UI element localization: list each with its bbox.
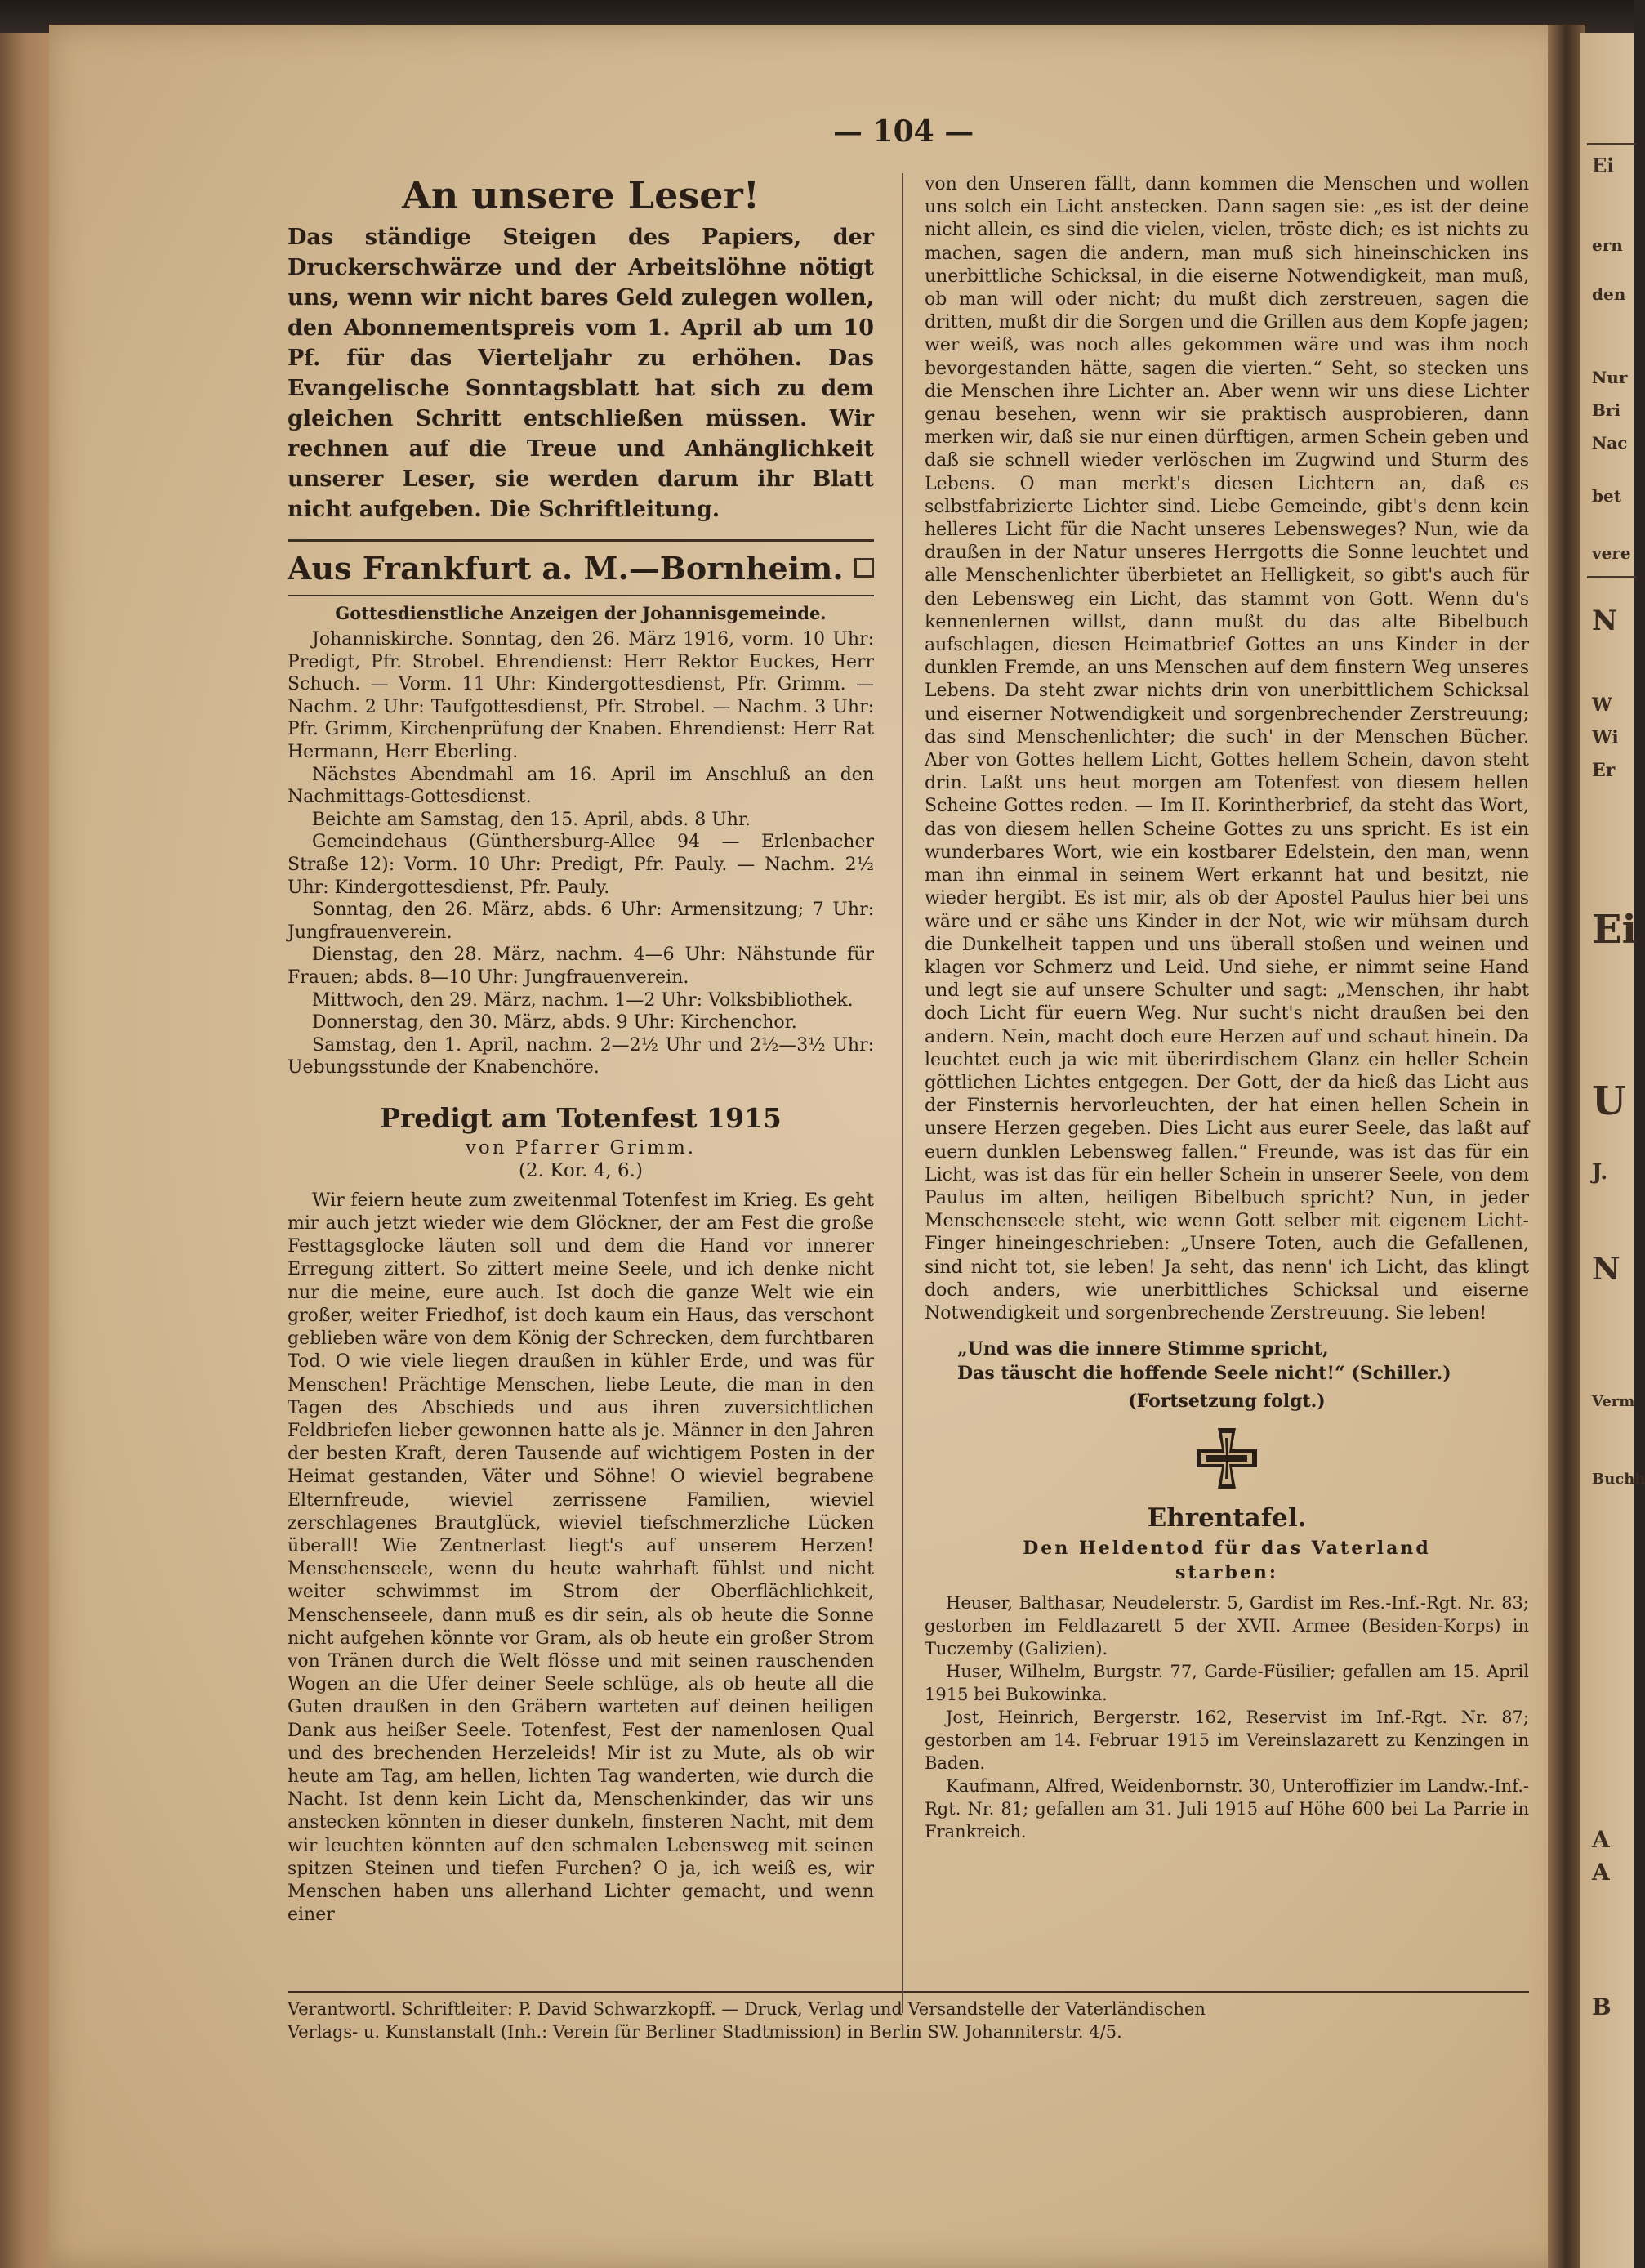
fragment-text: U <box>1592 1078 1626 1124</box>
fragment-text: Ei <box>1592 907 1637 953</box>
sermon-reference: (2. Kor. 4, 6.) <box>519 1159 643 1181</box>
divider <box>1587 576 1636 578</box>
imprint-line: Verlags- u. Kunstanstalt (Inh.: Verein für Berliner Stadtmission) in Berlin SW. Johanniterstr. 4/5. <box>288 2022 1122 2042</box>
announcement-paragraph: Gemeindehaus (Günthersburg-Allee 94 — Erlenbacher Straße 12): Vorm. 10 Uhr: Predigt, Pfr. Pauly. — Nachm. 2½ Uhr: Kindergottesdienst, Pfr. Pauly. <box>288 832 874 898</box>
fragment-text: J. <box>1592 1160 1608 1185</box>
fragment-text: N <box>1592 605 1618 637</box>
notice-title: An unsere Leser! <box>402 173 760 217</box>
fragment-text: W <box>1592 694 1612 716</box>
announcement-paragraph: Nächstes Abendmahl am 16. April im Anschluß an den Nachmittags-Gottesdienst. <box>288 764 874 808</box>
left-column <box>288 173 874 1926</box>
fallen-entry: Jost, Heinrich, Bergerstr. 162, Reservist im Inf.-Rgt. Nr. 87; gestorben am 14. Februar 1915 im Vereinslazarett zu Kenzingen in Baden. <box>925 1708 1529 1774</box>
fragment-text: den <box>1592 284 1626 304</box>
subtitle-line: starben: <box>1175 1562 1278 1584</box>
fallen-entry: Heuser, Balthasar, Neudelerstr. 5, Gardist im Res.-Inf.-Rgt. Nr. 83; gestorben im Feldlazarett 5 der XVII. Armee (Besiden-Korps) in Tuczemby (Galizien). <box>925 1593 1529 1659</box>
fragment-text: Bri <box>1592 400 1621 420</box>
sermon-title: Predigt am Totenfest 1915 <box>380 1101 782 1134</box>
announcement-paragraph: Sonntag, den 26. März, abds. 6 Uhr: Armensitzung; 7 Uhr: Jungfrauenverein. <box>288 900 874 943</box>
fragment-text: bet <box>1592 486 1621 506</box>
announcement-paragraph: Dienstag, den 28. März, nachm. 4—6 Uhr: Nähstunde für Frauen; abds. 8—10 Uhr: Jungfrauenverein. <box>288 944 874 988</box>
announcement-paragraph: Johanniskirche. Sonntag, den 26. März 1916, vorm. 10 Uhr: Predigt, Pfr. Strobel. Ehrendienst: Herr Rektor Euckes, Herr Schuch. — Vorm. 11 Uhr: Kindergottesdienst, Pfr. Grimm. — Nachm. 2 Uhr: Taufgottesdienst, Pfr. Strobel. — Nachm. 3 Uhr: Pfr. Grimm, Kirchenprüfung der Knaben. Ehrendienst: Herr Rat Hermann, Herr Eberling. <box>288 629 874 762</box>
fragment-text: A <box>1592 1859 1610 1886</box>
quote-line: Das täuscht die hoffende Seele nicht!“ (Schiller.) <box>957 1363 1451 1385</box>
fragment-text: Er <box>1592 760 1616 781</box>
fragment-text: vere <box>1592 543 1631 563</box>
divider <box>288 539 874 542</box>
fragment-text: Verm <box>1592 1393 1635 1410</box>
fragment-text: Nac <box>1592 433 1628 453</box>
fragment-text: Nur <box>1592 368 1628 387</box>
square-ornament-icon <box>854 558 874 578</box>
fragment-text: A <box>1592 1826 1610 1853</box>
announcement-paragraph: Beichte am Samstag, den 15. April, abds. 8 Uhr. <box>312 809 751 830</box>
iron-cross-icon <box>925 1425 1529 1495</box>
divider <box>288 1991 1529 1993</box>
quote-line: „Und was die innere Stimme spricht, <box>957 1338 1329 1360</box>
fallen-entry: Kaufmann, Alfred, Weidenbornstr. 30, Unteroffizier im Landw.-Inf.-Rgt. Nr. 81; gefallen am 31. Juli 1915 auf Höhe 600 bei La Parrie in Frankreich. <box>925 1776 1529 1842</box>
fallen-entry: Huser, Wilhelm, Burgstr. 77, Garde-Füsilier; gefallen am 15. April 1915 bei Bukowinka. <box>925 1662 1529 1705</box>
book-gutter <box>1548 25 1585 2268</box>
page-number: — 104 — <box>833 114 974 149</box>
section-subtitle: Gottesdienstliche Anzeigen der Johannisgemeinde. <box>335 603 827 623</box>
sermon-text-part1: Wir feiern heute zum zweitenmal Totenfest im Krieg. Es geht mir auch jetzt wieder wie dem Glöckner, der am Fest die große Festtagsglocke läuten soll und dem die Hand vor innerer Erregung zittert. So zittert meine Seele, und ich denke nicht nur die meine, eure auch. Ist doch die ganze Welt wie ein großer, weiter Friedhof, ist doch kaum ein Haus, das verschont geblieben wäre von dem König der Schrecken, dem furchtbaren Tod. O wie viele liegen draußen in kühler Erde, und was für Menschen! Prächtige Menschen, liebe Leute, die man in den Tagen des Abschieds und aus ihren zuversichtlichen Feldbriefen lieber gewonnen hatte als je. Männer in den Jahren der besten Kraft, deren Tausende auf wichtigem Posten in der Heimat gestanden, Väter und Söhne! O wieviel begrabene Elternfreude, wieviel zerrissene Familien, wieviel zerschlagenes Brautglück, wieviel tiefschmerzliche Lücken überall! Wie Zentnerlast liegt's auf unserem Herzen! Menschenseele, wenn du heute wahrhaft fühlst und nicht weiter schwimmst im Strom der Oberflächlichkeit, Menschenseele, dann muß es dir sein, als ob heute die Sonne nicht aufgehen könnte vor Gram, als ob heute ein großer Strom von Tränen durch die Welt flösse und mit seinen rauschenden Wogen an die Ufer deiner Seele schlüge, als ob heute all die Guten draußen in den Gräbern warteten auf deinen heiligen Dank aus heißer Seele. Totenfest, Fest der namenlosen Qual und des brechenden Herzeleids! Mir ist zu Mute, als ob wir heute am Tag, am hellen, lichten Tag wanderten, wie durch die Nacht. Ist denn kein Licht da, Menschenkinder, das wir uns anstecken könnten in dieser dunkeln, finsteren Nacht, mit dem wir leuchten könnten auf den schmalen Lebensweg mit seinen spitzen Steinen und tiefen Furchen? O ja, ich weiß es, wir Menschen haben uns allerhand Lichter gemacht, und wenn einer <box>288 1190 874 1926</box>
continued-note: (Fortsetzung folgt.) <box>1128 1391 1326 1413</box>
imprint-line: Verantwortl. Schriftleiter: P. David Schwarzkopff. — Druck, Verlag und Versandstelle der Vaterländischen <box>288 1999 1206 2019</box>
right-page-fragment <box>1580 33 1645 2268</box>
notice-text: Das ständige Steigen des Papiers, der Druckerschwärze und der Arbeitslöhne nötigt uns, wenn wir nicht bares Geld zulegen wollen, den Abonnementspreis vom 1. April ab um 10 Pf. für das Vierteljahr zu erhöhen. Das Evangelische Sonntagsblatt hat sich zu dem gleichen Schritt entschließen müssen. Wir rechnen auf die Treue und Anhänglichkeit unserer Leser, sie werden darum ihr Blatt nicht aufgeben. Die Schriftleitung. <box>288 225 874 522</box>
fragment-text: B <box>1592 1993 1612 2020</box>
fragment-text: Ei <box>1592 154 1615 177</box>
right-column <box>925 173 1529 1843</box>
column-divider <box>902 173 903 2013</box>
announcement-paragraph: Mittwoch, den 29. März, nachm. 1—2 Uhr: Volksbibliothek. <box>312 989 854 1011</box>
divider <box>288 595 874 596</box>
section-title <box>288 550 874 587</box>
announcement-paragraph: Samstag, den 1. April, nachm. 2—2½ Uhr und 2½—3½ Uhr: Uebungsstunde der Knabenchöre. <box>288 1034 874 1078</box>
ehrentafel-title: Ehrentafel. <box>1147 1503 1307 1534</box>
fragment-text: ern <box>1592 235 1623 255</box>
imprint-footer <box>288 1991 1529 2043</box>
subtitle-line: Den Heldentod für das Vaterland <box>1023 1538 1431 1560</box>
announcement-paragraph: Donnerstag, den 30. März, abds. 9 Uhr: Kirchenchor. <box>312 1012 797 1034</box>
divider <box>1587 143 1636 145</box>
section-title-text: Aus Frankfurt a. M.—Bornheim. <box>288 550 844 587</box>
sermon-author: von Pfarrer Grimm. <box>465 1136 697 1159</box>
fragment-text: Wi <box>1592 727 1619 748</box>
schiller-quote <box>957 1337 1529 1386</box>
sermon-text-part2: von den Unseren fällt, dann kommen die Menschen und wollen uns solch ein Licht anstecken. Dann sagen sie: „es ist der deine nicht allein, es sind die vielen, vielen, tröste dich; es ist nichts zu machen, sagen die andern, man muß sich hineinschicken ins unerbittliche Schicksal, in die eiserne Notwendigkeit, man muß, ob man will oder nicht; du mußt dich zerstreuen, sagen die dritten, mußt dir die Sorgen und die Grillen aus dem Kopfe jagen; wer weiß, was noch alles gekommen wäre und was ihm noch bevorgestanden hätte, sagen die vierten.“ Seht, so stecken uns die Menschen ihre Lichter an. Aber wenn wir uns diese Lichter genau besehen, wenn wir sie praktisch ausprobieren, dann merken wir, daß sie nur einen dürftigen, armen Schein geben und daß sie schnell wieder verlöschen im Zugwind und Sturm des Lebens. O man merkt's diesen Lichtern an, daß es selbstfabrizierte Lichter sind. Liebe Gemeinde, gibt's denn kein helleres Licht für die Nacht unseres Lebensweges? Nun, wie da draußen in der Natur unseres Herrgotts die Sonne leuchtet und alle Menschenlichter überbietet an Helligkeit, so gibt's auch für den Lebensweg ein Licht, das stammt von Gott. Wenn du's kennenlernen willst, dann mußt du das alte Bibelbuch aufschlagen, diesen Heimatbrief Gottes an uns Kinder in der dunklen Fremde, an uns Menschen auf dem finstern Weg unseres Lebens. Da steht zwar nichts drin von unerbittlichem Schicksal und eiserner Notwendigkeit und sorgenbrechender Zerstreuung; das sind Menschenlichter; die such' in der Menschen Bücher. Aber von Gottes hellem Licht, Gottes hellem Schein, davon steht drin. Laßt uns heut morgen am Totenfest von diesem hellen Scheine Gottes reden. — Im II. Korintherbrief, da steht das Wort, das von diesem hellen Scheine Gottes zu uns spricht. Es ist ein wunderbares Wort, wie ein kostbarer Edelstein, den man, wenn man ihn einmal in seinem Wert erkannt hat und besitzt, nie wieder hergibt. Es ist mir, als ob der Apostel Paulus hier bei uns wäre und er sähe uns Kinder in der Not, wie wir mühsam durch die Dunkelheit tappen und uns überall stoßen und weinen und klagen vor Schmerz und Leid. Und siehe, er nimmt seine Hand und legt sie auf unsere Schulter und sagt: „Menschen, ihr habt doch Licht für euern Weg. Nur sucht's nicht draußen bei den andern. Nein, macht doch eure Herzen auf und schaut hinein. Da leuchtet euch ja wie mit überirdischem Glanz ein heller Schein göttlichen Lichtes entgegen. Der Gott, der da hieß das Licht aus der Finsternis hervorleuchten, der hat einen hellen Schein in unsere Herzen gegeben. Dies Licht aus eurer Seele, das laßt auf euern dunklen Lebensweg fallen.“ Freunde, was ist das für ein Licht, was ist das für ein heller Schein in unserer Seele, von dem Paulus im alten, heiligen Bibelbuch spricht? Nun, in jeder Menschenseele steht, wie wenn Gott selber mit eigenem Licht-Finger hineingeschrieben: „Unsere Toten, auch die Gefallenen, sind nicht tot, sie leben! Ja seht, das nenn' ich Licht, das klingt doch anders, wie unerbittliches Schicksal und eiserne Notwendigkeit und sorgenbrechende Zerstreuung. Sie leben! <box>925 174 1529 1324</box>
ehrentafel-subtitle <box>925 1536 1529 1585</box>
fragment-text: N <box>1592 1250 1620 1287</box>
fragment-text: Buchh <box>1592 1471 1645 1488</box>
